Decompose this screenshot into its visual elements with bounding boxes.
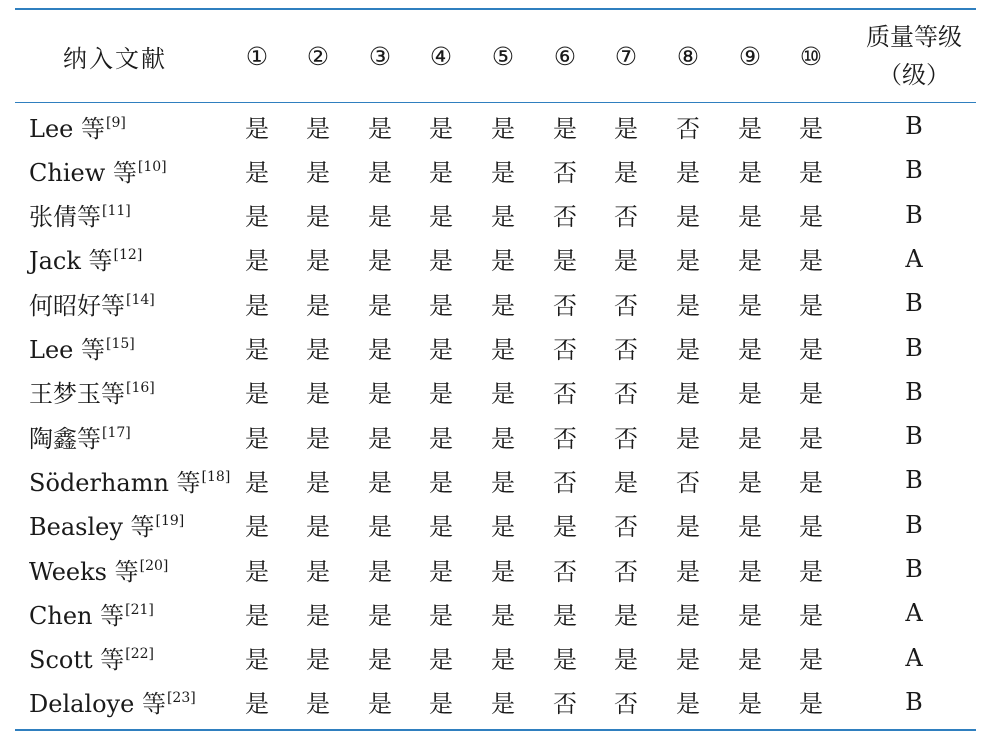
answer-cell: 是 (738, 468, 762, 497)
answer-cell: 是 (614, 601, 638, 630)
study-name (29, 286, 155, 321)
table-row (0, 547, 1000, 591)
answer-cell: 是 (429, 424, 453, 453)
table-row (0, 680, 1000, 724)
answer-cell: 是 (491, 114, 515, 143)
study-ref: [17] (102, 424, 131, 441)
answer-cell: 是 (738, 601, 762, 630)
answer-cell: 是 (553, 114, 577, 143)
answer-cell: 是 (738, 646, 762, 675)
table-header-rule (15, 102, 976, 103)
answer-cell: 是 (306, 424, 330, 453)
answer-cell: 是 (368, 203, 392, 232)
answer-cell: 是 (738, 291, 762, 320)
grade-cell: B (905, 422, 923, 451)
answer-cell: 是 (245, 513, 269, 542)
study-author: Beasley 等 (29, 513, 155, 542)
study-ref: [19] (155, 513, 185, 530)
answer-cell: 是 (491, 468, 515, 497)
grade-cell: B (905, 156, 923, 185)
grade-cell: B (905, 510, 923, 539)
answer-cell: 是 (368, 336, 392, 364)
answer-cell: 是 (368, 114, 392, 143)
answer-cell: 是 (491, 557, 515, 586)
answer-cell: 是 (306, 380, 330, 409)
answer-cell: 是 (429, 513, 453, 542)
answer-cell: 是 (799, 601, 823, 630)
answer-cell: 是 (306, 468, 330, 497)
answer-cell: 是 (491, 203, 515, 232)
answer-cell: 是 (306, 513, 330, 542)
answer-cell: 否 (553, 690, 577, 719)
answer-cell: 是 (553, 513, 577, 542)
answer-cell: 是 (799, 557, 823, 586)
answer-cell: 是 (553, 646, 577, 675)
answer-cell: 是 (429, 291, 453, 320)
answer-cell: 是 (245, 247, 269, 276)
grade-cell: B (905, 112, 923, 140)
answer-cell: 否 (676, 468, 700, 497)
answer-cell: 是 (306, 291, 330, 320)
header-item-8: ⑧ (676, 41, 700, 71)
answer-cell: 是 (491, 247, 515, 276)
header-grade (852, 11, 976, 101)
answer-cell: 是 (738, 203, 762, 232)
answer-cell: 是 (245, 203, 269, 232)
study-author: Scott 等 (29, 646, 125, 675)
table-row (0, 148, 1000, 192)
answer-cell: 是 (368, 557, 392, 586)
table-row (0, 503, 1000, 547)
study-author: Chen 等 (29, 601, 125, 630)
grade-cell: A (905, 643, 923, 672)
answer-cell: 是 (676, 203, 700, 232)
answer-cell: 是 (738, 690, 762, 719)
answer-cell: 是 (676, 690, 700, 719)
study-author: Jack 等 (29, 247, 113, 276)
grade-cell: B (905, 200, 923, 229)
header-item-5: ⑤ (491, 41, 515, 71)
study-ref: [10] (137, 158, 167, 175)
answer-cell: 是 (429, 468, 453, 497)
study-author: Weeks 等 (29, 557, 139, 586)
header-item-3: ③ (368, 41, 392, 71)
study-author: Lee 等 (29, 336, 105, 364)
answer-cell: 是 (368, 158, 392, 187)
grade-cell: B (905, 555, 923, 583)
study-name (29, 596, 154, 631)
answer-cell: 是 (306, 601, 330, 630)
header-item-7: ⑦ (614, 41, 638, 71)
answer-cell: 否 (614, 291, 638, 320)
answer-cell: 否 (553, 203, 577, 232)
answer-cell: 否 (614, 336, 638, 364)
answer-cell: 是 (799, 468, 823, 497)
answer-cell: 否 (553, 158, 577, 187)
answer-cell: 是 (738, 557, 762, 586)
answer-cell: 是 (553, 247, 577, 276)
table-row (0, 458, 1000, 502)
answer-cell: 是 (306, 203, 330, 232)
answer-cell: 否 (553, 424, 577, 453)
study-ref: [11] (102, 203, 131, 220)
answer-cell: 是 (799, 424, 823, 453)
study-ref: [15] (105, 336, 135, 352)
study-ref: [22] (125, 646, 154, 663)
answer-cell: 是 (368, 646, 392, 675)
answer-cell: 是 (429, 158, 453, 187)
header-grade-line2: （级） (878, 61, 950, 89)
answer-cell: 是 (368, 513, 392, 542)
header-grade-line1: 质量等级 (866, 23, 962, 51)
answer-cell: 是 (491, 158, 515, 187)
answer-cell: 是 (306, 557, 330, 586)
answer-cell: 是 (676, 557, 700, 586)
answer-cell: 是 (245, 424, 269, 453)
answer-cell: 是 (491, 513, 515, 542)
answer-cell: 是 (738, 114, 762, 143)
answer-cell: 否 (614, 203, 638, 232)
answer-cell: 是 (491, 690, 515, 719)
header-item-1: ① (245, 41, 269, 71)
study-name (29, 153, 167, 188)
answer-cell: 否 (553, 291, 577, 320)
table-row (0, 193, 1000, 237)
answer-cell: 是 (799, 513, 823, 542)
answer-cell: 是 (614, 468, 638, 497)
answer-cell: 否 (614, 690, 638, 719)
grade-cell: B (905, 687, 923, 716)
grade-cell: B (905, 466, 923, 495)
answer-cell: 否 (553, 557, 577, 586)
answer-cell: 是 (491, 424, 515, 453)
answer-cell: 是 (738, 424, 762, 453)
answer-cell: 是 (491, 336, 515, 364)
answer-cell: 是 (306, 114, 330, 143)
answer-cell: 是 (491, 646, 515, 675)
answer-cell: 是 (429, 114, 453, 143)
answer-cell: 是 (429, 380, 453, 409)
answer-cell: 是 (491, 601, 515, 630)
answer-cell: 是 (245, 380, 269, 409)
answer-cell: 是 (553, 601, 577, 630)
answer-cell: 是 (429, 203, 453, 232)
answer-cell: 是 (676, 601, 700, 630)
study-author: 王梦玉等 (29, 380, 125, 409)
answer-cell: 是 (368, 601, 392, 630)
answer-cell: 否 (553, 380, 577, 409)
table-row (0, 237, 1000, 281)
answer-cell: 是 (676, 291, 700, 320)
study-author: 张倩等 (29, 203, 101, 232)
study-ref: [20] (139, 557, 169, 574)
header-study: 纳入文献 (63, 44, 167, 73)
header-item-2: ② (306, 41, 330, 71)
grade-cell: B (905, 377, 923, 406)
answer-cell: 否 (614, 380, 638, 409)
study-name (29, 552, 168, 587)
study-author: Söderhamn 等 (29, 468, 201, 497)
grade-cell: A (905, 599, 923, 628)
answer-cell: 是 (799, 690, 823, 719)
table-row (0, 281, 1000, 325)
answer-cell: 是 (245, 468, 269, 497)
answer-cell: 是 (368, 468, 392, 497)
study-ref: [21] (125, 601, 154, 618)
answer-cell: 是 (245, 601, 269, 630)
answer-cell: 是 (429, 557, 453, 586)
answer-cell: 是 (738, 513, 762, 542)
answer-cell: 是 (676, 247, 700, 276)
answer-cell: 是 (799, 336, 823, 364)
answer-cell: 是 (245, 114, 269, 143)
answer-cell: 是 (676, 424, 700, 453)
answer-cell: 是 (491, 380, 515, 409)
table-row (0, 370, 1000, 414)
answer-cell: 是 (676, 158, 700, 187)
study-name (29, 374, 155, 409)
answer-cell: 是 (429, 336, 453, 364)
answer-cell: 是 (245, 646, 269, 675)
table-row (0, 591, 1000, 635)
answer-cell: 是 (799, 114, 823, 143)
answer-cell: 否 (553, 468, 577, 497)
study-ref: [18] (201, 468, 231, 485)
answer-cell: 是 (368, 291, 392, 320)
answer-cell: 是 (614, 646, 638, 675)
answer-cell: 是 (614, 114, 638, 143)
study-ref: [9] (105, 114, 126, 131)
answer-cell: 是 (368, 690, 392, 719)
study-name (29, 507, 184, 542)
answer-cell: 否 (614, 424, 638, 453)
answer-cell: 是 (245, 336, 269, 364)
answer-cell: 是 (245, 557, 269, 586)
answer-cell: 是 (614, 158, 638, 187)
answer-cell: 是 (799, 158, 823, 187)
answer-cell: 是 (245, 158, 269, 187)
answer-cell: 否 (614, 513, 638, 542)
answer-cell: 是 (306, 690, 330, 719)
answer-cell: 是 (738, 336, 762, 364)
answer-cell: 是 (306, 158, 330, 187)
answer-cell: 是 (306, 646, 330, 675)
answer-cell: 是 (306, 247, 330, 276)
table-row (0, 414, 1000, 458)
study-name (29, 419, 131, 454)
study-author: Chiew 等 (29, 158, 137, 187)
answer-cell: 是 (491, 291, 515, 320)
study-name (29, 330, 135, 365)
answer-cell: 是 (738, 380, 762, 409)
answer-cell: 是 (429, 690, 453, 719)
study-ref: [14] (126, 291, 155, 308)
grade-cell: B (905, 333, 923, 362)
answer-cell: 是 (799, 247, 823, 276)
table-row (0, 326, 1000, 370)
answer-cell: 否 (614, 557, 638, 586)
table-row (0, 104, 1000, 148)
answer-cell: 是 (368, 424, 392, 453)
study-name (29, 640, 154, 675)
grade-cell: A (905, 244, 923, 273)
answer-cell: 是 (799, 291, 823, 320)
study-name (29, 463, 230, 498)
answer-cell: 是 (738, 247, 762, 276)
header-item-6: ⑥ (553, 41, 577, 71)
study-ref: [16] (126, 380, 155, 397)
answer-cell: 是 (245, 690, 269, 719)
answer-cell: 是 (799, 646, 823, 675)
study-name (29, 109, 126, 144)
answer-cell: 是 (799, 380, 823, 409)
table-top-rule (15, 8, 976, 10)
study-author: Delaloye 等 (29, 690, 166, 719)
table-bottom-rule (15, 729, 976, 731)
answer-cell: 是 (429, 601, 453, 630)
study-name (29, 241, 142, 276)
study-ref: [23] (166, 690, 196, 707)
study-name (29, 197, 131, 232)
study-author: 何昭好等 (29, 291, 125, 320)
answer-cell: 是 (306, 336, 330, 364)
answer-cell: 是 (368, 380, 392, 409)
answer-cell: 是 (676, 646, 700, 675)
header-item-4: ④ (429, 41, 453, 71)
answer-cell: 是 (799, 203, 823, 232)
study-ref: [12] (113, 247, 143, 264)
answer-cell: 否 (553, 336, 577, 364)
answer-cell: 是 (245, 291, 269, 320)
study-author: 陶鑫等 (29, 424, 101, 453)
table-row (0, 636, 1000, 680)
study-author: Lee 等 (29, 114, 105, 143)
answer-cell: 是 (429, 646, 453, 675)
answer-cell: 是 (676, 380, 700, 409)
answer-cell: 是 (429, 247, 453, 276)
answer-cell: 是 (676, 513, 700, 542)
grade-cell: B (905, 289, 923, 318)
answer-cell: 是 (738, 158, 762, 187)
answer-cell: 是 (368, 247, 392, 276)
study-name (29, 684, 196, 719)
header-item-10: ⑩ (799, 41, 823, 71)
answer-cell: 是 (676, 336, 700, 364)
answer-cell: 是 (614, 247, 638, 276)
answer-cell: 否 (676, 114, 700, 143)
header-item-9: ⑨ (738, 41, 762, 71)
